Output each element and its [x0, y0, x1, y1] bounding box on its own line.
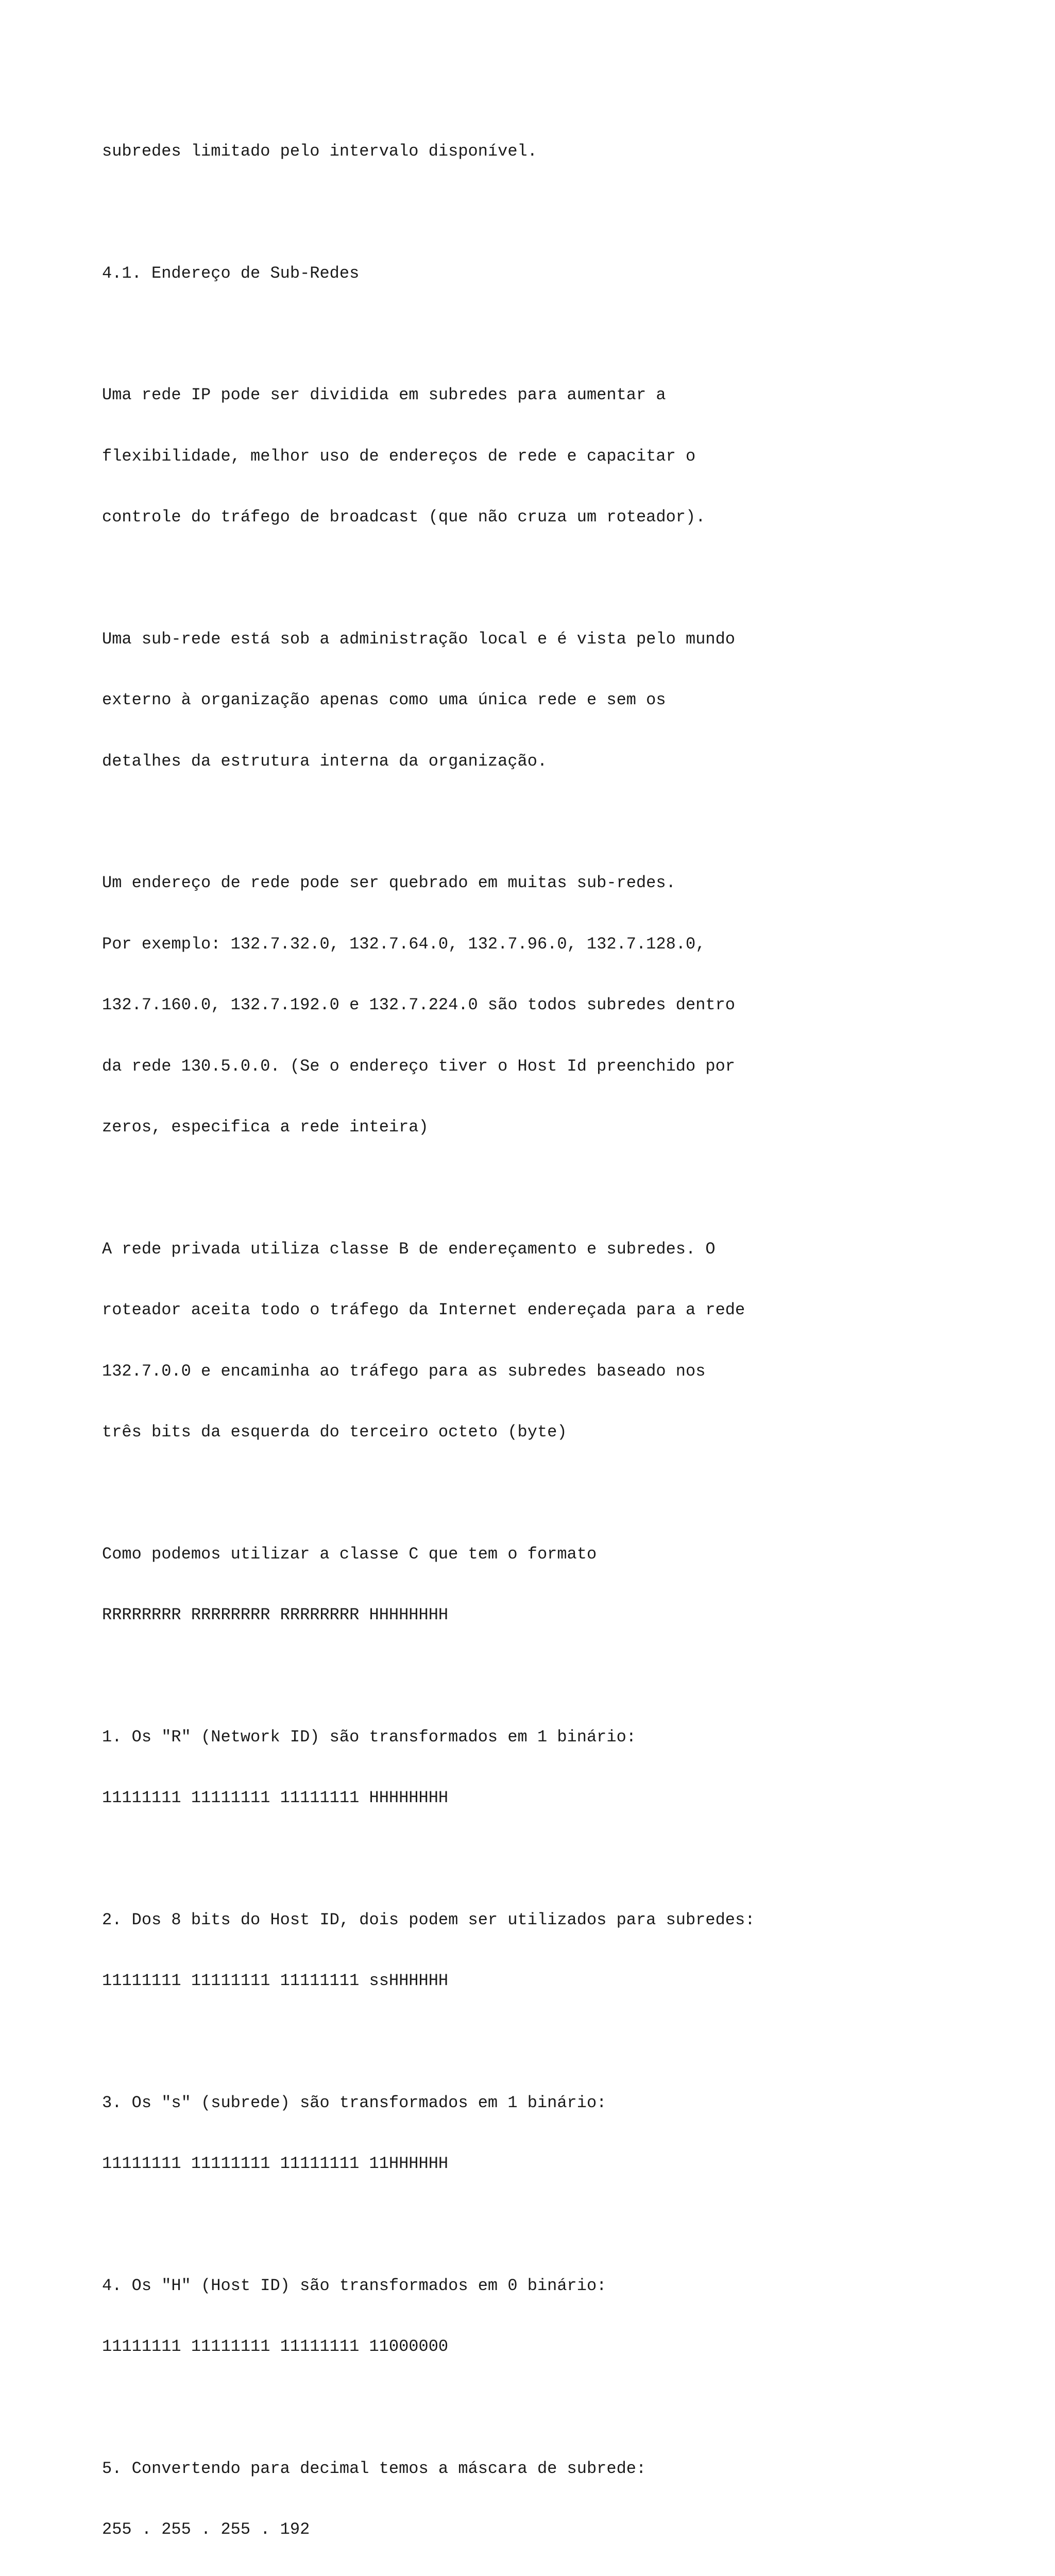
bit-pattern: 11111111 11111111 11111111 ssHHHHHH	[102, 1971, 449, 1990]
text-line: Como podemos utilizar a classe C que tem o formato	[102, 1544, 597, 1564]
blank-line	[102, 1666, 957, 1686]
blank-line	[102, 812, 957, 832]
text-line: 132.7.0.0 e encaminha ao tráfego para as subredes baseado nos	[102, 1361, 706, 1381]
blank-line	[102, 568, 957, 588]
text-line: detalhes da estrutura interna da organização.	[102, 751, 548, 771]
blank-line	[102, 2032, 957, 2052]
bit-pattern: 11111111 11111111 11111111 HHHHHHHH	[102, 1788, 449, 1807]
bit-pattern: RRRRRRRR RRRRRRRR RRRRRRRR HHHHHHHH	[102, 1605, 449, 1624]
text-line: zeros, especifica a rede inteira)	[102, 1117, 429, 1137]
text-line: da rede 130.5.0.0. (Se o endereço tiver o Host Id preenchido por	[102, 1056, 735, 1076]
blank-line	[102, 202, 957, 223]
text-line: Por exemplo: 132.7.32.0, 132.7.64.0, 132.7.96.0, 132.7.128.0,	[102, 934, 706, 954]
blank-line	[102, 1849, 957, 1869]
step-line: 5. Convertendo para decimal temos a máscara de subrede:	[102, 2459, 646, 2478]
blank-line	[102, 1178, 957, 1198]
text-line: A rede privada utiliza classe B de endereçamento e subredes. O	[102, 1239, 716, 1259]
step-line: 4. Os "H" (Host ID) são transformados em 0 binário:	[102, 2276, 607, 2295]
text-line: roteador aceita todo o tráfego da Internet endereçada para a rede	[102, 1300, 745, 1319]
text-line: Uma rede IP pode ser dividida em subredes para aumentar a	[102, 385, 666, 404]
blank-line	[102, 1483, 957, 1503]
bit-pattern: 11111111 11111111 11111111 11HHHHHH	[102, 2154, 449, 2173]
blank-line	[102, 2398, 957, 2418]
document-page	[102, 100, 957, 2576]
text-line: flexibilidade, melhor uso de endereços de rede e capacitar o	[102, 446, 696, 466]
text-line: três bits da esquerda do terceiro octeto (byte)	[102, 1422, 567, 1442]
text-line: Uma sub-rede está sob a administração local e é vista pelo mundo	[102, 629, 735, 649]
text-line: controle do tráfego de broadcast (que não cruza um roteador).	[102, 507, 706, 527]
text-line: subredes limitado pelo intervalo disponível.	[102, 142, 537, 161]
bit-pattern: 11111111 11111111 11111111 11000000	[102, 2337, 449, 2356]
text-line: Um endereço de rede pode ser quebrado em muitas sub-redes.	[102, 873, 676, 892]
step-line: 1. Os "R" (Network ID) são transformados em 1 binário:	[102, 1727, 636, 1747]
step-line: 2. Dos 8 bits do Host ID, dois podem ser utilizados para subredes:	[102, 1910, 755, 1929]
blank-line	[102, 324, 957, 344]
subnet-mask-decimal: 255 . 255 . 255 . 192	[102, 2520, 310, 2539]
text-line: externo à organização apenas como uma única rede e sem os	[102, 690, 666, 709]
text-line: 132.7.160.0, 132.7.192.0 e 132.7.224.0 são todos subredes dentro	[102, 995, 735, 1014]
section-heading: 4.1. Endereço de Sub-Redes	[102, 263, 360, 283]
step-line: 3. Os "s" (subrede) são transformados em 1 binário:	[102, 2093, 607, 2112]
blank-line	[102, 2215, 957, 2235]
